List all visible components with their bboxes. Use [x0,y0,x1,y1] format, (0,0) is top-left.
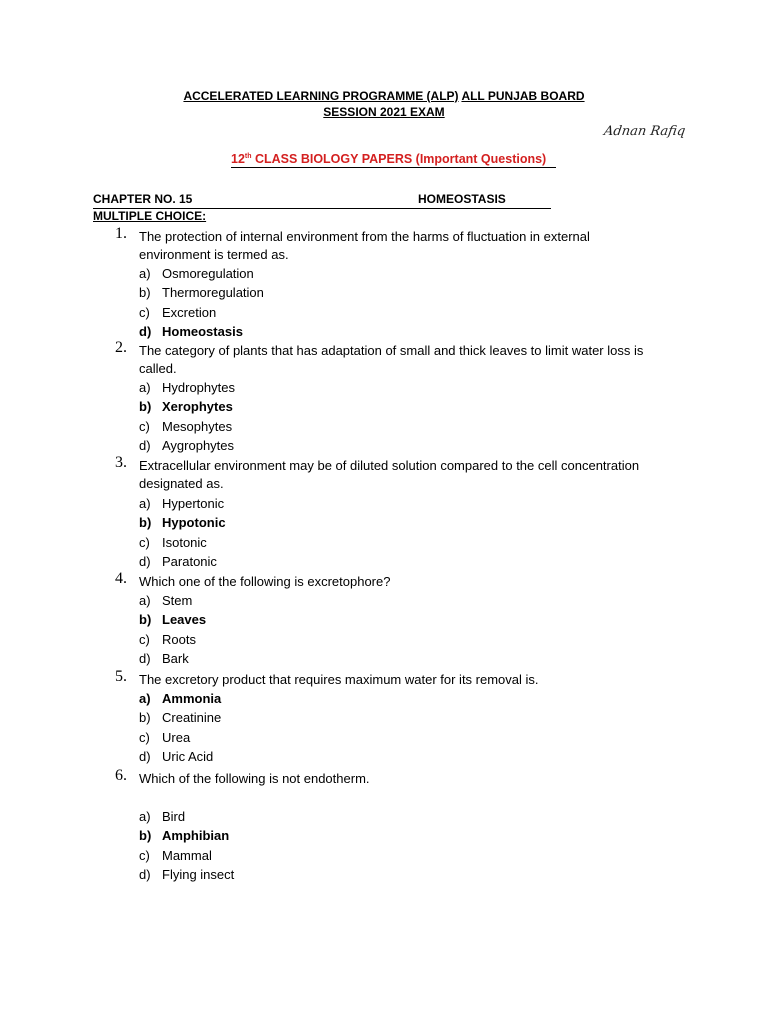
option [139,649,206,668]
question-text: Which one of the following is excretophore? [139,574,391,589]
option-text: Bird [162,809,186,824]
option-letter: d) [139,749,151,765]
question-text: Extracellular environment may be of diluted solution compared to the cell concentration designated as. [139,458,640,491]
option-text: Creatinine [162,710,222,726]
question-text: The excretory product that requires maximum water for its removal is. [139,672,539,687]
option-letter: d) [139,867,151,883]
option-text: Osmoregulation [162,266,254,281]
correct-option [139,610,206,629]
board-name: ALL PUNJAB BOARD [461,89,585,103]
chapter-row [93,192,551,209]
section-heading: MULTIPLE CHOICE: [93,209,207,223]
option-letter: c) [139,729,150,745]
question-number: 4. [115,570,127,587]
option [139,436,235,455]
option [139,728,221,747]
option-letter: a) [139,266,151,281]
correct-option [139,826,234,845]
correct-option [139,322,264,341]
option-letter: b) [139,710,151,726]
option [139,303,264,322]
option-letter: d) [139,438,151,454]
option-letter: c) [139,631,150,647]
option-letter: b) [139,515,152,531]
option-text: Isotonic [162,534,207,550]
option-letter: a) [139,691,151,706]
option-letter: b) [139,612,152,628]
programme-name: ACCELERATED LEARNING PROGRAMME (ALP) [183,89,459,103]
option-text: Aygrophytes [162,438,235,454]
option-letter: c) [139,418,150,434]
option [139,264,264,283]
option-text: Paratonic [162,554,217,570]
option [139,378,235,397]
option-text: Xerophytes [162,399,233,415]
option-text: Amphibian [162,828,230,844]
option-list [139,264,264,342]
option-text: Homeostasis [162,324,243,340]
option-letter: d) [139,554,151,570]
option-letter: a) [139,809,151,824]
option-text: Mammal [162,847,212,863]
option [139,846,234,865]
option-letter: a) [139,496,151,511]
option-letter: a) [139,380,151,395]
option-letter: b) [139,285,151,301]
option [139,807,234,826]
paper-subtitle [231,152,556,168]
option-text: Mesophytes [162,418,233,434]
option-text: Roots [162,631,196,647]
option-text: Stem [162,593,193,608]
option [139,494,226,513]
session-heading: SESSION 2021 EXAM [323,105,445,119]
correct-option [139,397,235,416]
option-letter: b) [139,828,152,844]
option-text: Bark [162,651,189,667]
question-number: 1. [115,225,127,242]
option-text: Urea [162,729,191,745]
option-text: Hypertonic [162,496,225,511]
option-list [139,807,234,885]
question-text: The protection of internal environment from the harms of fluctuation in external environment is termed as. [139,229,590,262]
option-text: Ammonia [162,691,222,706]
option-letter: c) [139,304,150,320]
option [139,533,226,552]
subtitle-text: CLASS BIOLOGY PAPERS (Important Questions) [251,152,547,166]
option [139,708,221,727]
option-text: Excretion [162,304,217,320]
programme-heading [0,89,768,103]
option [139,283,264,302]
option-letter: a) [139,593,151,608]
option-text: Uric Acid [162,749,214,765]
question-number: 5. [115,668,127,685]
question-text: Which of the following is not endotherm. [139,771,370,786]
option-letter: c) [139,847,150,863]
chapter-title: HOMEOSTASIS [418,192,506,206]
option [139,591,206,610]
correct-option [139,689,221,708]
option [139,417,235,436]
option-letter: c) [139,534,150,550]
author-signature: Adnan Rafiq [602,124,687,139]
option-text: Hydrophytes [162,380,235,395]
option [139,630,206,649]
option-list [139,494,226,572]
question-text: The category of plants that has adaptation of small and thick leaves to limit water loss is called. [139,343,644,376]
option-letter: b) [139,399,152,415]
class-suffix: th [244,152,252,160]
option-text: Thermoregulation [162,285,264,301]
option-text: Hypotonic [162,515,226,531]
question-number: 6. [115,767,127,784]
chapter-number: CHAPTER NO. 15 [93,192,193,206]
option [139,552,226,571]
question-number: 3. [115,454,127,471]
question-number: 2. [115,339,127,356]
option-list [139,378,235,456]
option-letter: d) [139,651,151,667]
option-text: Leaves [162,612,207,628]
option-list [139,591,206,669]
option-text: Flying insect [162,867,235,883]
class-number: 12 [231,152,245,166]
option [139,865,234,884]
option-letter: d) [139,324,152,340]
option-list [139,689,221,767]
correct-option [139,513,226,532]
option [139,747,221,766]
